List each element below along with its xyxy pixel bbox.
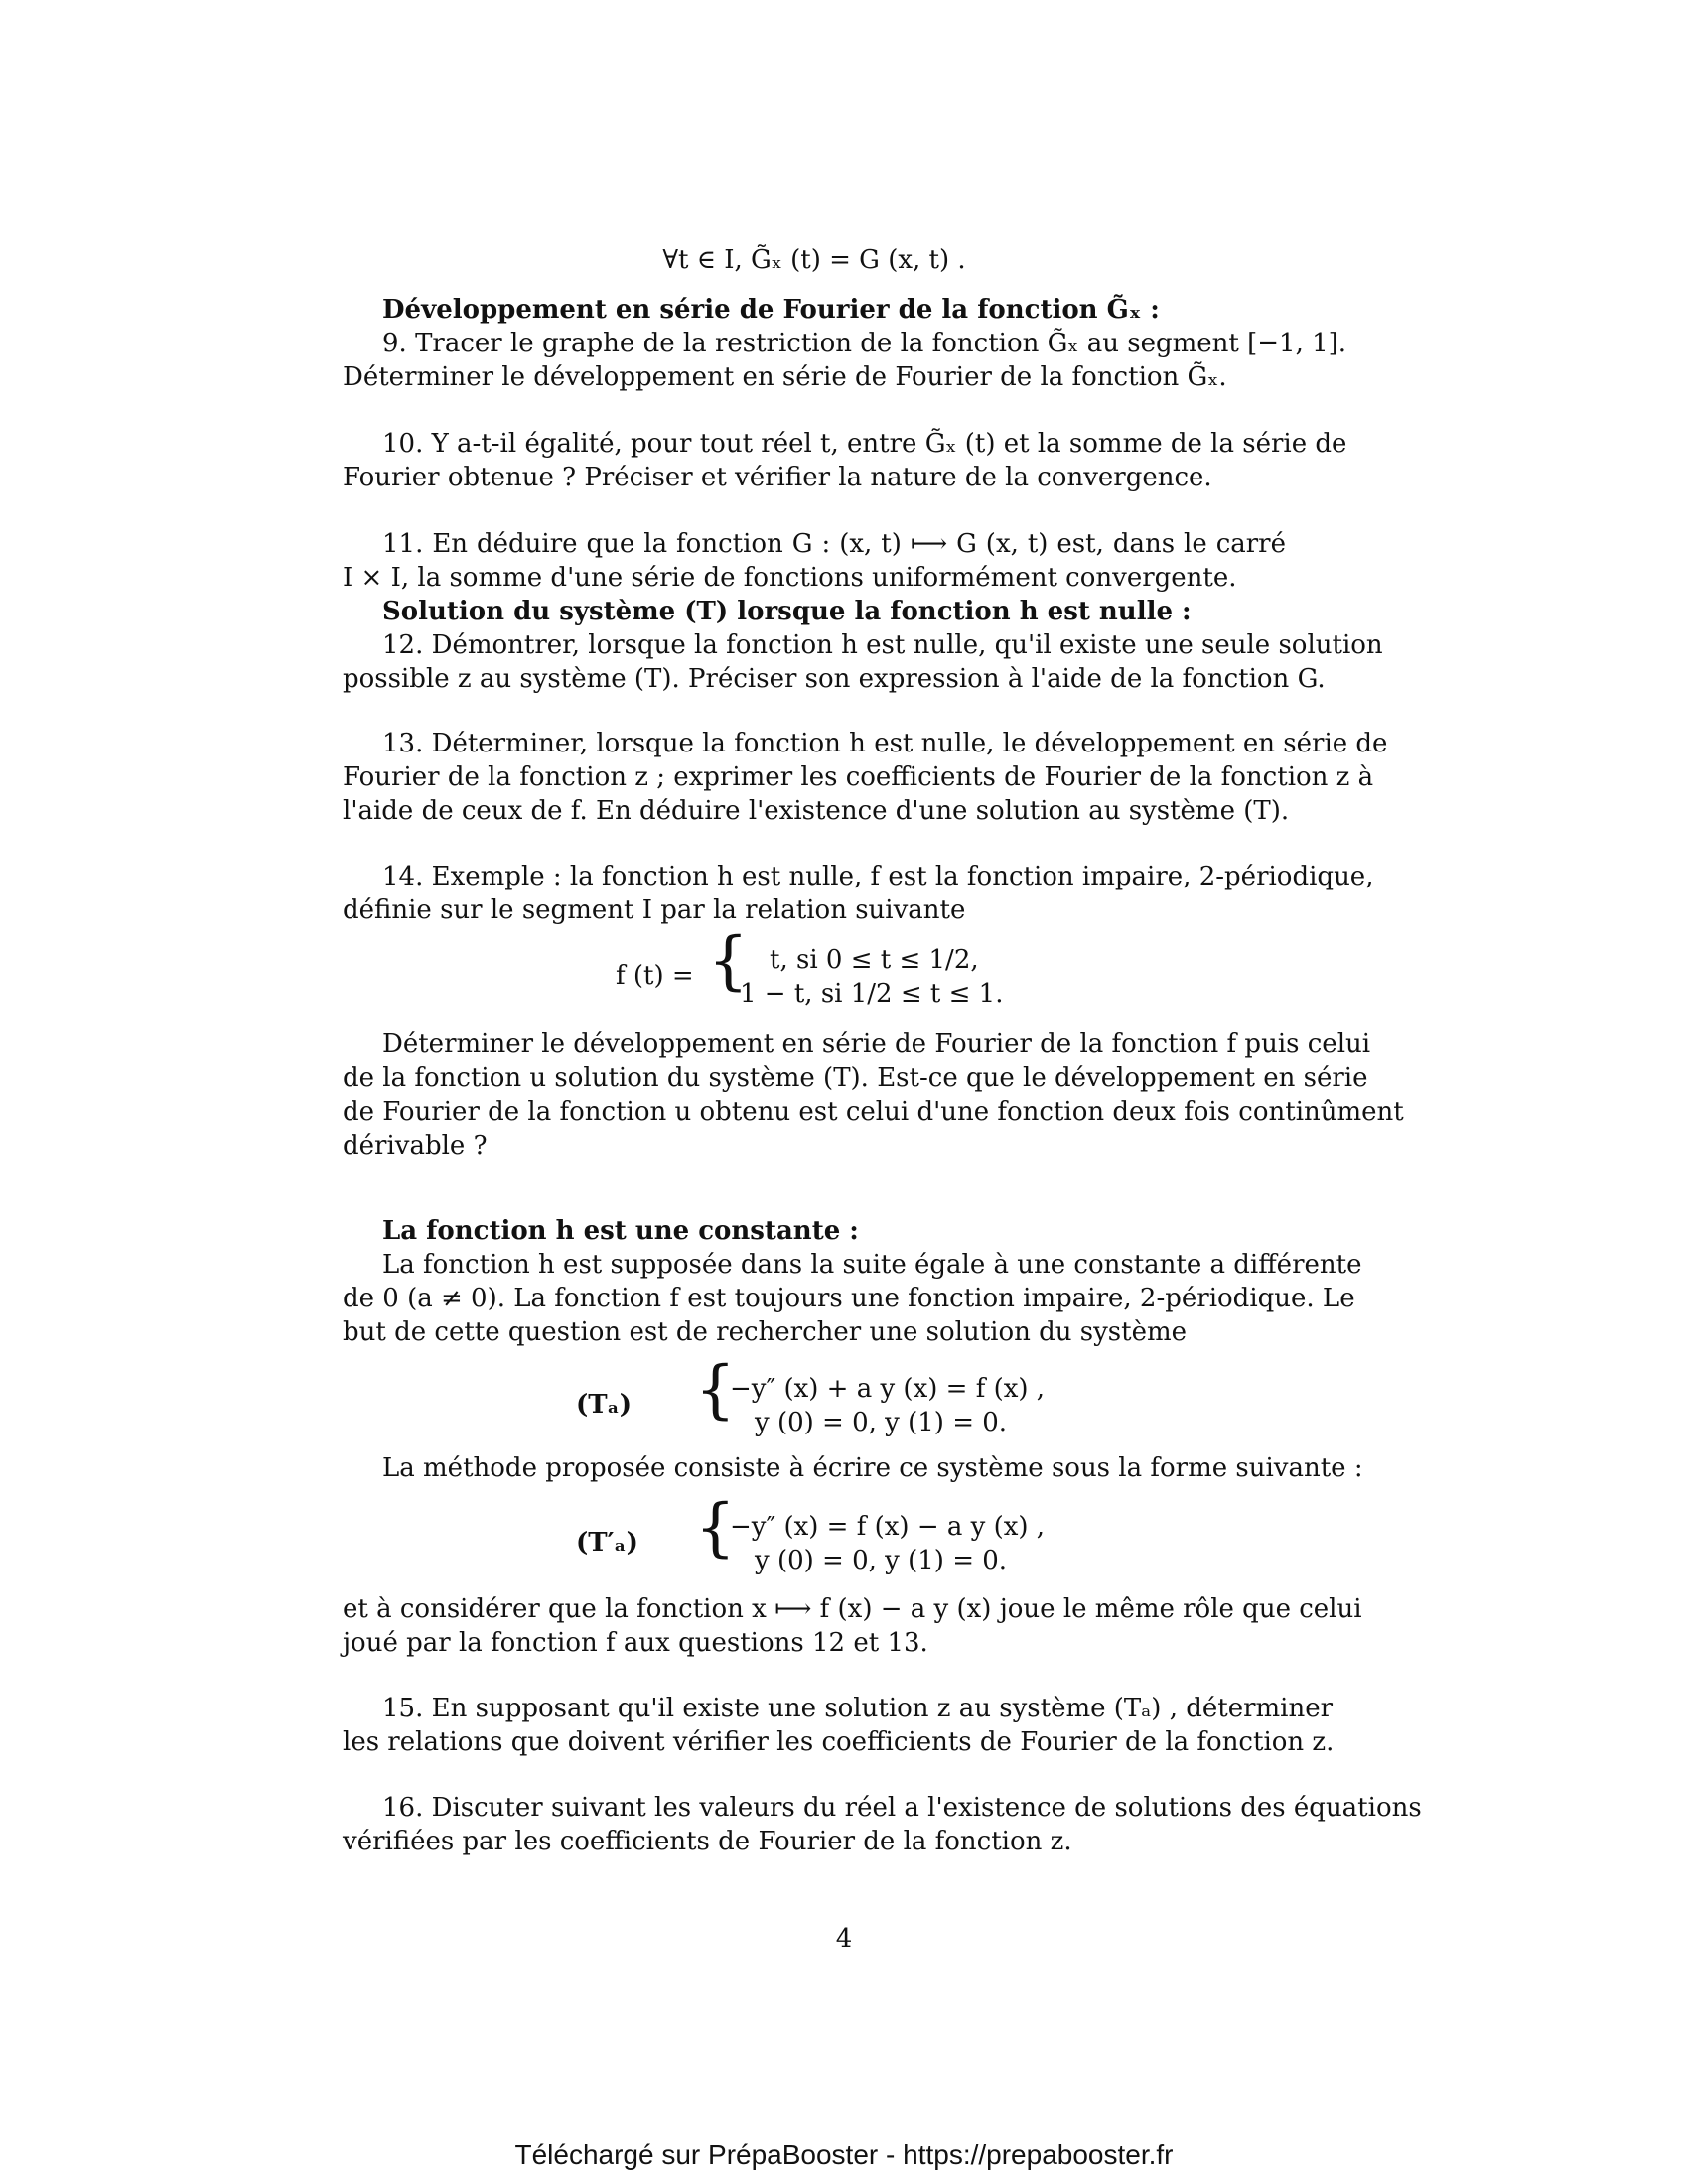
q13-line-3: l'aide de ceux de f. En déduire l'existence d'une solution au système (T). <box>343 796 1290 826</box>
after-line-1: et à considérer que la fonction x ⟼ f (x) − a y (x) joue le même rôle que celui <box>343 1594 1362 1624</box>
q15-line-2: les relations que doivent vérifier les coefficients de Fourier de la fonction z. <box>343 1727 1335 1757</box>
f-definition-case-1: t, si 0 ≤ t ≤ 1/2, <box>770 945 979 975</box>
f-definition-case-2: 1 − t, si 1/2 ≤ t ≤ 1. <box>740 979 1004 1009</box>
sec3-line-1: La fonction h est supposée dans la suite égale à une constante a différente <box>382 1250 1362 1280</box>
tap-brace: { <box>695 1491 736 1565</box>
sec3-line-2: de 0 (a ≠ 0). La fonction f est toujours une fonction impaire, 2-périodique. Le <box>343 1284 1355 1313</box>
section-title-h-null: Solution du système (T) lorsque la fonction h est nulle : <box>382 597 1192 626</box>
q9-line-2: Déterminer le développement en série de Fourier de la fonction G̃ₓ. <box>343 362 1227 392</box>
download-footer: Téléchargé sur PrépaBooster - https://prepabooster.fr <box>514 2139 1174 2170</box>
q14b-line-4: dérivable ? <box>343 1131 488 1160</box>
q14b-line-2: de la fonction u solution du système (T). Est-ce que le développement en série <box>343 1063 1368 1093</box>
q13-line-1: 13. Déterminer, lorsque la fonction h est nulle, le développement en série de <box>382 729 1388 758</box>
q14b-line-1: Déterminer le développement en série de Fourier de la fonction f puis celui <box>382 1029 1371 1059</box>
q10-line-1: 10. Y a-t-il égalité, pour tout réel t, entre G̃ₓ (t) et la somme de la série de <box>382 429 1347 459</box>
tap-equation-1: −y″ (x) = f (x) − a y (x) , <box>730 1512 1046 1542</box>
q12-line-1: 12. Démontrer, lorsque la fonction h est nulle, qu'il existe une seule solution <box>382 630 1383 660</box>
q14-line-2: définie sur le segment I par la relation suivante <box>343 895 966 925</box>
tap-equation-2: y (0) = 0, y (1) = 0. <box>755 1546 1008 1575</box>
tap-label: (T′ₐ) <box>576 1528 638 1558</box>
q12-line-2: possible z au système (T). Préciser son expression à l'aide de la fonction G. <box>343 664 1326 694</box>
f-definition-brace: { <box>708 924 749 998</box>
ta-brace: { <box>695 1353 736 1427</box>
q16-line-2: vérifiées par les coefficients de Fourier de la fonction z. <box>343 1827 1072 1856</box>
q16-line-1: 16. Discuter suivant les valeurs du réel a l'existence de solutions des équations <box>382 1793 1422 1823</box>
ta-label: (Tₐ) <box>576 1390 633 1420</box>
method-line: La méthode proposée consiste à écrire ce système sous la forme suivante : <box>382 1453 1363 1483</box>
q13-line-2: Fourier de la fonction z ; exprimer les coefficients de Fourier de la fonction z à <box>343 762 1374 792</box>
q9-line-1: 9. Tracer le graphe de la restriction de la fonction G̃ₓ au segment [−1, 1]. <box>382 329 1347 358</box>
q11-line-2: I × I, la somme d'une série de fonctions uniformément convergente. <box>343 563 1237 593</box>
q10-line-2: Fourier obtenue ? Préciser et vérifier la nature de la convergence. <box>343 463 1212 492</box>
sec3-line-3: but de cette question est de rechercher une solution du système <box>343 1317 1188 1347</box>
ta-equation-2: y (0) = 0, y (1) = 0. <box>755 1408 1008 1437</box>
after-line-2: joué par la fonction f aux questions 12 et 13. <box>343 1628 928 1658</box>
q15-line-1: 15. En supposant qu'il existe une solution z au système (Tₐ) , déterminer <box>382 1694 1334 1723</box>
section-title-h-constant: La fonction h est une constante : <box>382 1216 859 1246</box>
q11-line-1: 11. En déduire que la fonction G : (x, t) ⟼ G (x, t) est, dans le carré <box>382 529 1286 559</box>
formula-top: ∀t ∈ I, G̃ₓ (t) = G (x, t) . <box>662 245 966 275</box>
ta-equation-1: −y″ (x) + a y (x) = f (x) , <box>730 1374 1046 1404</box>
f-definition-lhs: f (t) = <box>616 961 694 991</box>
section-title-fourier: Développement en série de Fourier de la fonction G̃ₓ : <box>382 295 1160 325</box>
page-number: 4 <box>835 1924 853 1954</box>
q14b-line-3: de Fourier de la fonction u obtenu est celui d'une fonction deux fois continûment <box>343 1097 1404 1127</box>
q14-line-1: 14. Exemple : la fonction h est nulle, f est la fonction impaire, 2-périodique, <box>382 862 1374 891</box>
